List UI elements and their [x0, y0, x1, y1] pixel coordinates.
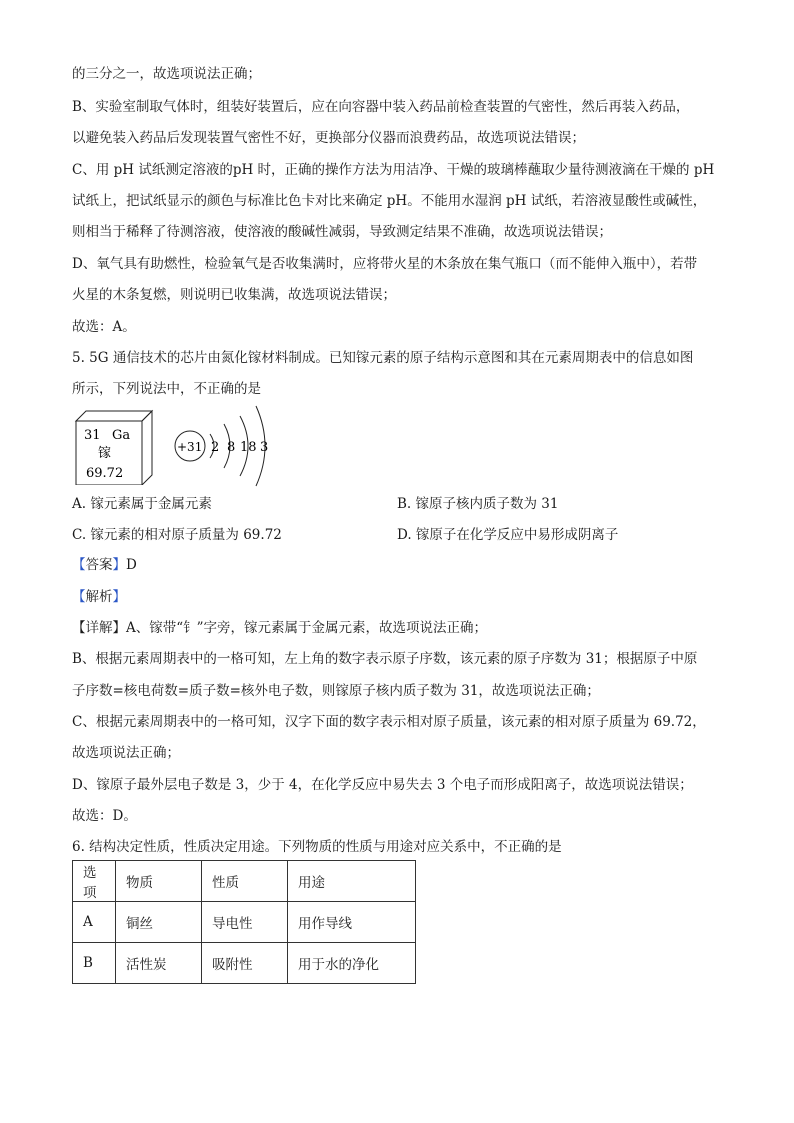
text-line: D、镓原子最外层电子数是 3，少于 4，在化学反应中易失去 3 个电子而形成阳离子，故选项说法错误；: [72, 777, 693, 793]
text-line: D、氧气具有助燃性，检验氧气是否收集满时，应将带火星的木条放在集气瓶口（而不能伸入瓶中），若带: [72, 256, 698, 272]
text-line: 以避免装入药品后发现装置气密性不好，更换部分仪器而浪费药品，故选项说法错误；: [72, 130, 585, 146]
table-cell: A: [73, 902, 116, 943]
properties-table: [72, 860, 416, 984]
table-header-cell: 用途: [288, 861, 416, 902]
table-cell: 铜丝: [116, 902, 202, 943]
atomic-mass: 69.72: [86, 466, 124, 481]
detail-text: A、镓带“钅”字旁，镓元素属于金属元素，故选项说法正确；: [126, 620, 488, 636]
analysis-heading: [72, 587, 126, 607]
atomic-number: 31: [84, 428, 101, 443]
text-line: B、实验室制取气体时，组装好装置后，应在向容器中装入药品前检查装置的气密性，然后再装入药品，: [72, 99, 690, 115]
table-header-cell: 性质: [202, 861, 288, 902]
option-c: C. 镓元素的相对原子质量为 69.72: [72, 527, 282, 543]
table-cell: 用于水的净化: [288, 943, 416, 984]
analysis-label: 解析: [85, 589, 113, 605]
table-header-row: [73, 861, 416, 902]
shell-electron-count: 8: [227, 440, 236, 455]
answer-value: D: [126, 557, 137, 573]
periodic-table-cell: [72, 407, 156, 485]
text-line: 火星的木条复燃，则说明已收集满，故选项说法错误；: [72, 287, 396, 303]
text-line: 试纸上，把试纸显示的颜色与标准比色卡对比来确定 pH。不能用水湿润 pH 试纸，若溶液显酸性或碱性，: [72, 193, 707, 209]
detail-line: [72, 618, 487, 638]
text-line: 子序数=核电荷数=质子数=核外电子数，则镓原子核内质子数为 31，故选项说法正确；: [72, 683, 600, 699]
text-line: 故选：D。: [72, 808, 137, 824]
question-5-stem: 5. 5G 通信技术的芯片由氮化镓材料制成。已知镓元素的原子结构示意图和其在元素周期表中的信息如图: [72, 350, 694, 366]
text-line: 则相当于稀释了待测溶液，使溶液的酸碱性减弱，导致测定结果不准确，故选项说法错误；: [72, 224, 612, 240]
text-line: 故选：A。: [72, 319, 136, 335]
text-line: B、根据元素周期表中的一格可知，左上角的数字表示原子序数，该元素的原子序数为 31；根据原子中原: [72, 651, 698, 667]
answer-line: [72, 555, 137, 575]
shell-electron-count: 3: [260, 440, 269, 455]
table-row: [73, 902, 416, 943]
answer-label: 答案: [85, 557, 113, 573]
analysis-bracket-open: 【: [72, 589, 86, 605]
text-line: 的三分之一，故选项说法正确；: [72, 66, 261, 82]
table-cell: 吸附性: [202, 943, 288, 984]
answer-bracket-close: 】: [112, 557, 126, 573]
table-header-cell: 选项: [73, 861, 116, 902]
analysis-bracket-close: 】: [112, 589, 126, 605]
option-b: B. 镓原子核内质子数为 31: [397, 496, 559, 512]
table-cell: 导电性: [202, 902, 288, 943]
table-row: [73, 943, 416, 984]
element-symbol: Ga: [112, 428, 131, 443]
detail-label: 详解: [85, 620, 113, 636]
table-header-cell: 物质: [116, 861, 202, 902]
atomic-structure-diagram: [170, 402, 280, 492]
table-cell: 用作导线: [288, 902, 416, 943]
answer-bracket-open: 【: [72, 557, 86, 573]
nucleus-charge: +31: [177, 440, 203, 454]
table-cell: 活性炭: [116, 943, 202, 984]
text-line: C、根据元素周期表中的一格可知，汉字下面的数字表示相对原子质量，该元素的相对原子质量为 69.72，: [72, 714, 706, 730]
detail-bracket-open: 【: [72, 620, 86, 636]
text-line: 故选项说法正确；: [72, 745, 180, 761]
element-name: 镓: [98, 446, 112, 461]
option-a: A. 镓元素属于金属元素: [72, 496, 212, 512]
option-d: D. 镓原子在化学反应中易形成阴离子: [397, 527, 619, 543]
table-cell: B: [73, 943, 116, 984]
text-line: C、用 pH 试纸测定溶液的pH 时，正确的操作方法为用洁净、干燥的玻璃棒蘸取少量待测液滴在干燥的 pH: [72, 162, 715, 178]
detail-bracket-close: 】: [112, 620, 126, 636]
shell-electron-count: 2: [211, 440, 220, 455]
shell-electron-count: 18: [240, 440, 257, 455]
question-5-stem: 所示，下列说法中，不正确的是: [72, 381, 261, 397]
question-6-stem: 6. 结构决定性质，性质决定用途。下列物质的性质与用途对应关系中，不正确的是: [72, 839, 562, 855]
